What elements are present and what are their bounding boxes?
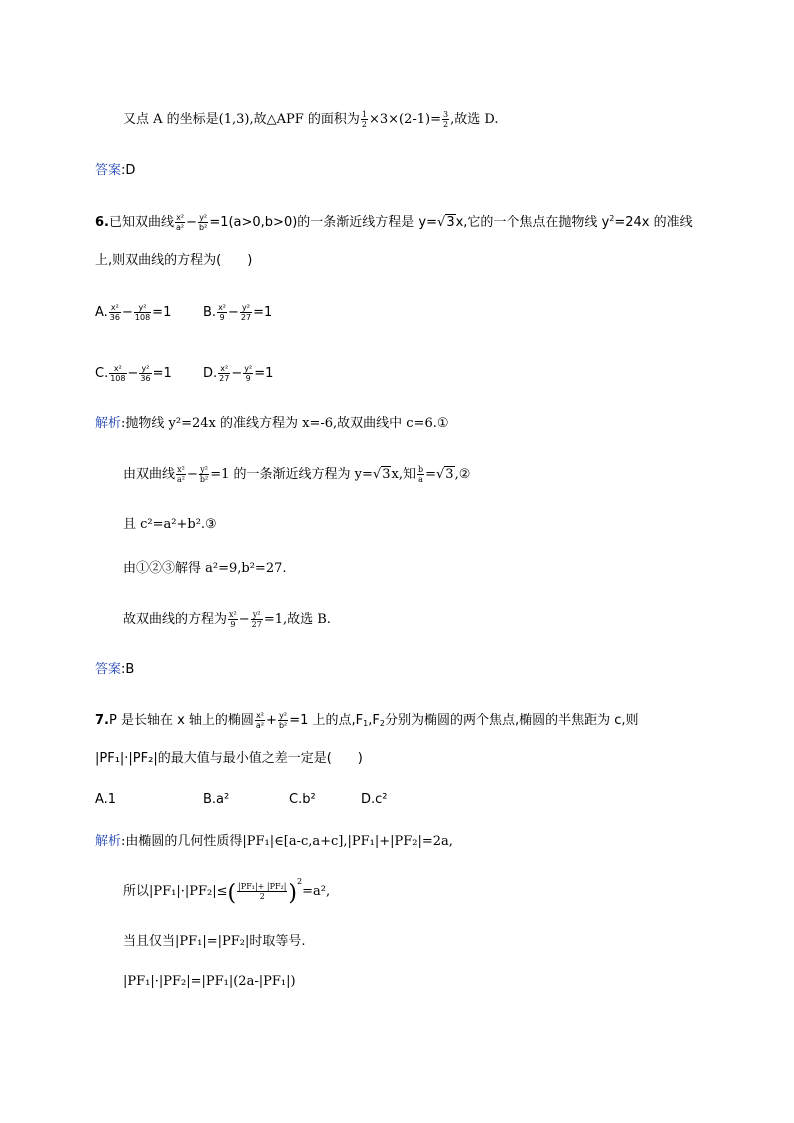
q7-solution-3: 当且仅当|PF₁|=|PF₂|时取等号. (123, 934, 306, 949)
q5-text-b: ×3×(2-1)= (368, 112, 442, 127)
q5-conclusion (123, 110, 498, 130)
answer-value: :D (121, 163, 136, 178)
question-number: 7. (95, 713, 109, 728)
q6-option-d[interactable]: D. $\frac{\text{x²}}{27}$ − $\frac{\text{y²}}{9}$ =1 (203, 364, 274, 383)
q6-solution-2: 由双曲线 $\frac{\text{x²}}{\text{a²}}$ − $\frac{\text{y²}}{\text{b²}}$ =1 的一条渐近线方程为 y=√3x,知 $\frac{b}{a}$ =√3,② (123, 465, 471, 484)
q5-text-a: 又点 A 的坐标是(1,3),故△APF 的面积为 (123, 112, 360, 127)
q6-answer (95, 660, 134, 680)
q7-option-a[interactable]: A.1 (95, 792, 117, 807)
answer-label: 答案 (95, 163, 122, 178)
q5-fraction-half: $\frac{1}{2}$ (361, 110, 367, 129)
q6-option-c[interactable]: C. $\frac{\text{x²}}{108}$ − $\frac{\text{y²}}{36}$ =1 (95, 364, 172, 383)
jiexi-label: 解析 (95, 416, 122, 431)
jiexi-label: 解析 (95, 834, 122, 849)
q6-solution-3: 且 c²=a²+b².③ (123, 517, 217, 532)
q7-solution-4: |PF₁|·|PF₂|=|PF₁|(2a-|PF₁|) (123, 974, 296, 989)
q7-stem-line2: |PF₁|·|PF₂|的最大值与最小值之差一定是( ) (95, 751, 363, 766)
q6-stem-line2: 上,则双曲线的方程为( ) (95, 253, 253, 268)
question-number: 6. (95, 215, 109, 230)
q7-stem: 7.P 是长轴在 x 轴上的椭圆 $\frac{\text{x²}}{\text{a²}}$ + $\frac{\text{y²}}{\text{b²}}$ =1 上的点$,F_1,F_2$分别为椭圆的两个焦点,椭圆的半焦距为 c,则 (95, 711, 639, 730)
q6-solution-1: 解析:抛物线 y²=24x 的准线方程为 x=-6,故双曲线中 c=6.① (95, 416, 449, 431)
q7-option-c[interactable]: C.b² (289, 792, 316, 807)
q6-solution-5: 故双曲线的方程为 $\frac{\text{x²}}{9}$ − $\frac{\text{y²}}{27}$ =1,故选 B. (123, 610, 331, 629)
answer-value: :B (121, 662, 135, 677)
q7-solution-1: 解析:由椭圆的几何性质得|PF₁|∈[a-c,a+c],|PF₁|+|PF₂|=2a, (95, 834, 453, 849)
q6-stem: 6.已知双曲线 $\frac{\text{x²}}{\text{a²}}$ − $\frac{\text{y²}}{\text{b²}}$ =1(a>0,b>0)的一条渐近线方程是 y=√3x,它的一个焦点在抛物线 $y^2=24x$ 的准线 (95, 213, 693, 232)
q6-option-b[interactable]: B. $\frac{\text{x²}}{9}$ − $\frac{\text{y²}}{27}$ =1 (203, 303, 273, 322)
q5-text-c: ,故选 D. (450, 112, 499, 127)
answer-label: 答案 (95, 662, 122, 677)
q5-fraction-3-2: $\frac{3}{2}$ (443, 110, 449, 129)
q6-option-a[interactable]: A. $\frac{\text{x²}}{36}$ − $\frac{\text{y²}}{108}$ =1 (95, 303, 172, 322)
q7-solution-2: 所以|PF₁|·|PF₂|≤( $\frac{\text{|PF₁|+ |PF₂|}}{2}$ )$^2$=a², (123, 877, 331, 906)
q6-solution-4: 由①②③解得 a²=9,b²=27. (123, 561, 287, 576)
q7-option-d[interactable]: D.c² (361, 792, 388, 807)
q7-option-b[interactable]: B.a² (203, 792, 230, 807)
q5-answer (95, 161, 135, 181)
